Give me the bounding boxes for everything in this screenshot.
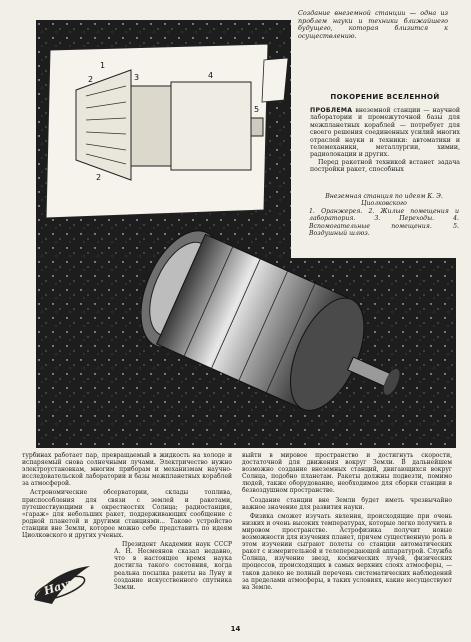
diagram-label: 4	[208, 71, 214, 80]
paragraph: Президент Академии наук СССР А. Н. Несмеянов сказал недавно, что в настоящее время наука достигла такого состояния, когда реальна посылка ракеты на Луну и создание искусственного спутника Земли.	[114, 541, 232, 591]
logo-text: Наука	[42, 573, 84, 598]
paragraph: турбинах работает пар, превращаемый в жидкость на холоде и испаряемый снова солнечными лучами. Электричество нужно электроустановкам, многим приборам и механизмам научно-исследовательской лаборатории и базы межпланетных кораблей за атмосферой.	[22, 452, 232, 488]
caption-items: 1. Оранжерея. 2. Жилые помещения и лаборатория. 3. Переходы. 4. Вспомогательные помещения. 5. Воздушный шлюз.	[309, 207, 459, 238]
column-right	[242, 452, 452, 593]
section-title: ПОКОРЕНИЕ ВСЕЛЕННОЙ	[330, 93, 440, 101]
diagram-label: 1	[100, 61, 106, 70]
diagram-label: 5	[254, 105, 260, 114]
magazine-logo	[30, 560, 94, 610]
paragraph: Создание станции вне Земли будет иметь чрезвычайно важное значение для развития науки.	[242, 496, 452, 511]
paragraph: выйти в мировое пространство и достигнуть скорости, достаточной для движения вокруг Земли. В дальнейшем возможно создание внеземных станций, двигающихся вокруг Солнца, подобно планетам. Ракеты должны подвезти, помимо людей, также оборудование, необходимое для сборки станции в безвоздушном пространстве.	[242, 452, 452, 495]
article-paragraph: внеземной станции — научной лаборатории и промежуточной базы для межпланетных кораблей — потребует для своего решения соединенных усилий многих отраслей науки и техники: автоматики и телемеханики, металлургии, химии, радиолокации и других.	[310, 107, 460, 159]
page-number: 14	[230, 625, 241, 633]
caption-title: Внеземная станция по идеям К. Э. Циолковского	[325, 193, 443, 208]
diagram-label: 3	[134, 73, 140, 82]
paragraph: Астрономические обсерватории, склады топлива, приспособления для связи с землей и ракетами, путешествующими в окрестностях Солнца; радиостанция, «гараж» для небольших ракет, поддерживающих сообщение с родной планетой и другими станциями... Таково устройство станции вне Земли, которое можно себе представить по идеям Циолковского и других ученых.	[22, 489, 232, 540]
diagram-label: 2	[96, 173, 102, 182]
article-paragraph: Перед ракетной техникой встанет задача постройки ракет, способных	[310, 158, 460, 174]
article-opening	[308, 105, 462, 176]
figure-caption	[307, 191, 461, 239]
diagram-label: 2	[88, 75, 94, 84]
intro-text: Создание внеземной станции — одна из проблем науки и техники ближайшего будущего, которая близится к осуществлению.	[298, 9, 448, 40]
paragraph: Физика сможет изучать явления, происходящие при очень низких и очень высоких температурах, которые легко получить в мировом пространстве. Астрофизика получит новые возможности для изучения планет, причем существенную роль в этом изучении сыграют полеты со станции автоматических ракет с измерительной и телепередающей аппаратурой. Служба Солнца, изучение звезд, космических лучей, физических процессов, происходящих в самых верхних слоях атмосферы, — таков далеко не полный перечень систематических наблюдений за пределами атмосферы, в таких условиях, какие несуществуют на Земле.	[242, 512, 452, 591]
station-diagram	[46, 44, 288, 218]
lead-word: ПРОБЛЕМА	[310, 107, 353, 114]
